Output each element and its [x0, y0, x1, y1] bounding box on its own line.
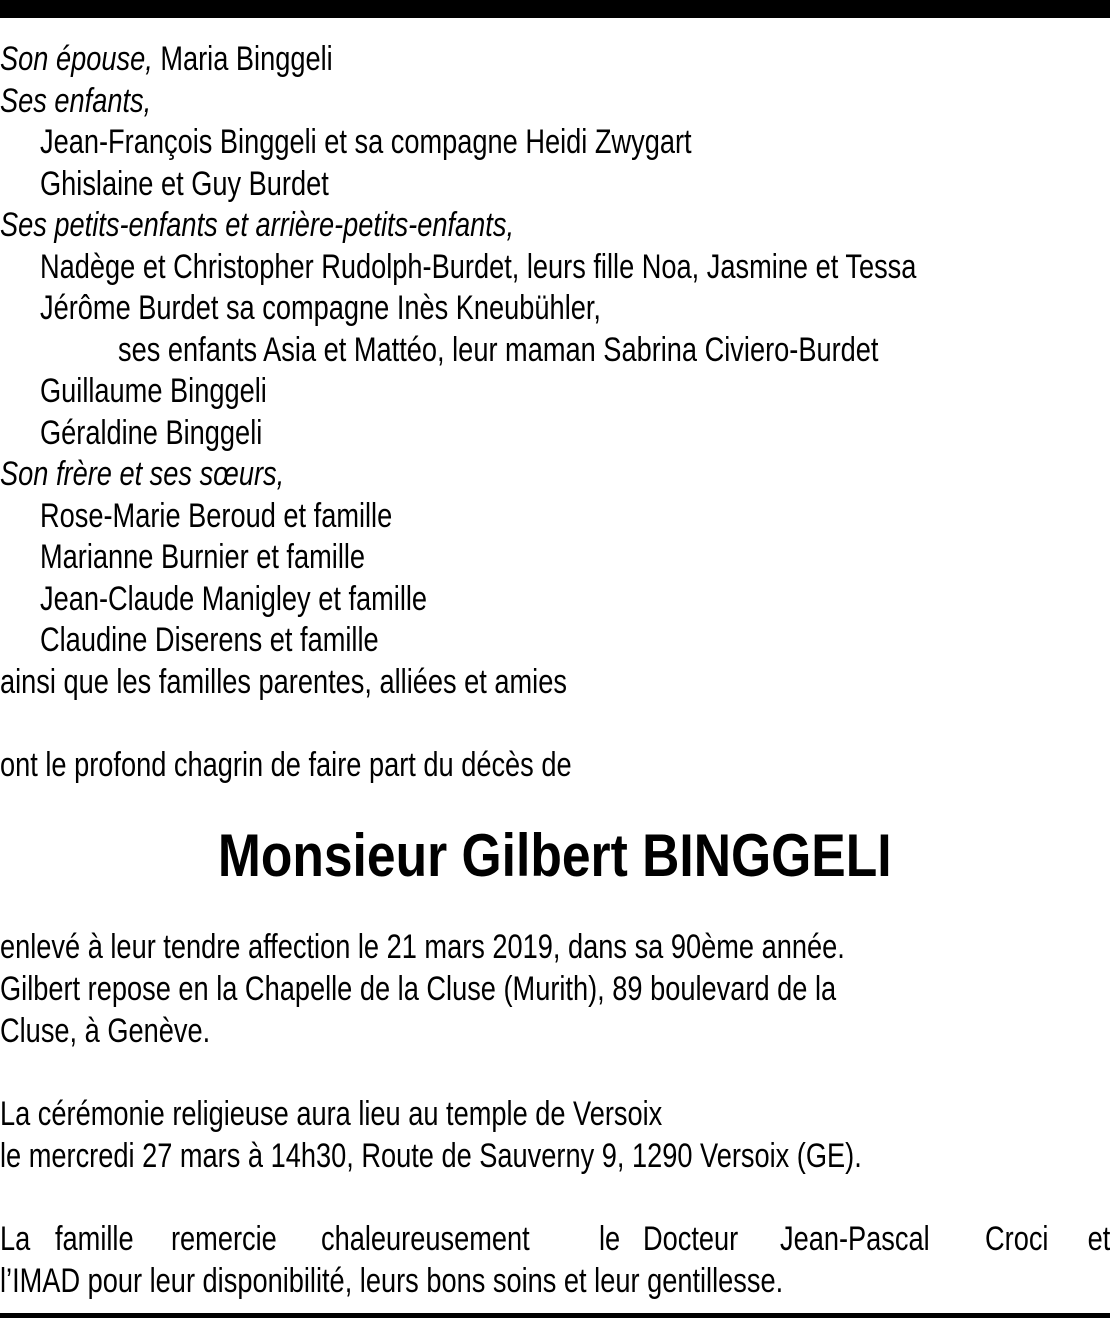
thanks-word: Croci	[984, 1220, 1049, 1258]
thanks-word: chaleureusement	[321, 1220, 530, 1258]
bottom-rule	[0, 1313, 1110, 1318]
grandchild-entry: Jérôme Burdet sa compagne Inès Kneubühler,	[40, 289, 601, 327]
grandchild-entry: ses enfants Asia et Mattéo, leur maman Sabrina Civiero-Burdet	[118, 331, 879, 369]
grandchild-entry: Géraldine Binggeli	[40, 414, 263, 452]
deceased-name-text: Monsieur Gilbert BINGGELI	[218, 822, 892, 889]
thanks-word: La	[0, 1220, 31, 1258]
spouse-name: Maria Binggeli	[160, 40, 333, 78]
thanks-word: Jean-Pascal	[780, 1220, 930, 1258]
siblings-label: Son frère et ses sœurs,	[0, 455, 285, 493]
ceremony-line: La cérémonie religieuse aura lieu au temple de Versoix	[0, 1095, 663, 1133]
thanks-word: Docteur	[643, 1220, 739, 1258]
child-entry: Jean-François Binggeli et sa compagne Heidi Zwygart	[40, 123, 692, 161]
grandchildren-label: Ses petits-enfants et arrière-petits-enfants,	[0, 206, 515, 244]
sibling-entry: Jean-Claude Manigley et famille	[40, 580, 428, 618]
child-entry: Ghislaine et Guy Burdet	[40, 165, 329, 203]
detail-line: enlevé à leur tendre affection le 21 mars 2019, dans sa 90ème année.	[0, 928, 845, 966]
detail-line: Cluse, à Genève.	[0, 1012, 211, 1050]
thanks-word: remercie	[171, 1220, 278, 1258]
deceased-name	[0, 818, 1110, 894]
detail-line: Gilbert repose en la Chapelle de la Cluse (Murith), 89 boulevard de la	[0, 970, 837, 1008]
announcement: ont le profond chagrin de faire part du décès de	[0, 746, 572, 784]
grandchild-entry: Guillaume Binggeli	[40, 372, 267, 410]
thanks-word: et	[1087, 1220, 1110, 1258]
spouse-line	[0, 38, 333, 80]
sibling-entry: Rose-Marie Beroud et famille	[40, 497, 393, 535]
thanks-word: le	[599, 1220, 621, 1258]
ceremony-line: le mercredi 27 mars à 14h30, Route de Sauverny 9, 1290 Versoix (GE).	[0, 1137, 862, 1175]
spouse-label: Son épouse,	[0, 40, 153, 78]
thanks-line-1	[0, 1218, 1110, 1260]
children-label: Ses enfants,	[0, 82, 152, 120]
thanks-line-2: l’IMAD pour leur disponibilité, leurs bons soins et leur gentillesse.	[0, 1262, 784, 1300]
other-families: ainsi que les familles parentes, alliées et amies	[0, 663, 567, 701]
top-rule	[0, 0, 1110, 18]
sibling-entry: Claudine Diserens et famille	[40, 621, 379, 659]
thanks-word: famille	[55, 1220, 134, 1258]
sibling-entry: Marianne Burnier et famille	[40, 538, 366, 576]
grandchild-entry: Nadège et Christopher Rudolph-Burdet, leurs fille Noa, Jasmine et Tessa	[40, 248, 917, 286]
